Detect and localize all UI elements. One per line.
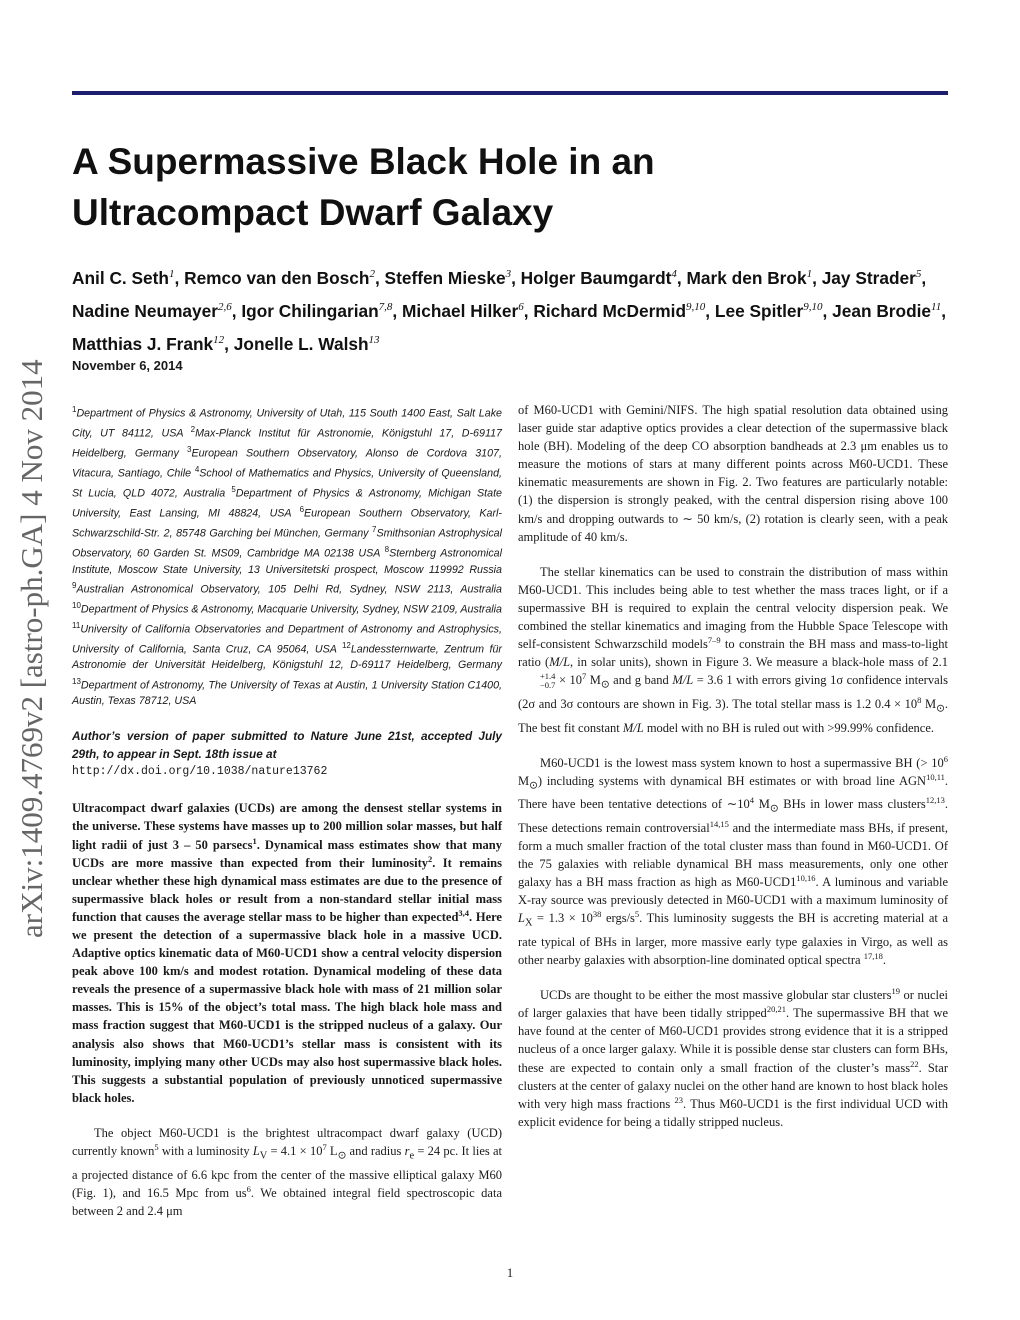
superscript: 38: [592, 909, 602, 920]
affiliation-number: 5: [231, 485, 236, 495]
superscript: 20,21: [766, 1004, 786, 1015]
author-name: Matthias J. Frank: [72, 333, 214, 354]
superscript: 22: [910, 1058, 919, 1069]
affiliation-number: 11: [72, 621, 81, 631]
author-name: Jonelle L. Walsh: [233, 333, 369, 354]
text-run: with a luminosity: [158, 1144, 253, 1158]
author-affiliation-ref: 5: [915, 268, 922, 280]
upper-error: +1.4: [540, 671, 556, 682]
text-run: The stellar kinematics can be used to constrain the distribution of mass within M60-UCD1. This includes being able to test whether the mass traces light, or if a supermassive BH is required to explain the central velocity dispersion peak. We combined the stellar kinematics and imaging from the Hubble Space Telescope with self-consistent Schwarzschild models: [518, 564, 948, 652]
affiliation-number: 3: [186, 445, 192, 455]
text-run: . The best fit constant: [518, 696, 948, 735]
text-run: = 24 pc. It lies at a projected distance of 6.6 kpc from the center of the massive elliptical galaxy M60 (Fig. 1), and 16.5 Mpc from us: [72, 1144, 502, 1200]
text-run: . The supermassive BH that we have found at the center of M60-UCD1 provides strong evidence that it is a stripped nucleus of a once larger galaxy. While it is possible dense star clusters can form BHs, these are expected to contain only a small fraction of the cluster’s mass: [518, 1006, 948, 1075]
affiliation-number: 4: [194, 465, 200, 475]
affiliation-text: School of Mathematics and Physics, University of Queensland, St Lucia, QLD 4072, Australia: [72, 467, 502, 500]
error-bounds: [518, 672, 555, 690]
superscript: 1: [252, 835, 257, 846]
subscript: X: [524, 917, 533, 929]
author-name: Igor Chilingarian: [241, 300, 379, 321]
superscript: 7: [322, 1141, 327, 1152]
superscript: 7: [582, 671, 587, 682]
author-name: Mark den Brok: [686, 267, 807, 288]
author-name: Jay Strader: [821, 267, 916, 288]
superscript: 2: [428, 853, 433, 864]
affiliation-number: 6: [299, 505, 305, 515]
text-run: .: [882, 953, 886, 968]
author-affiliation-ref: 2: [369, 268, 375, 280]
publication-date: November 6, 2014: [72, 358, 183, 373]
text-run: . A luminous and variable X-ray source was previously detected in M60-UCD1 with a maximum luminosity of: [518, 875, 948, 908]
body-paragraph-kinematics: [518, 401, 948, 546]
author-affiliation-ref: 7,8: [378, 300, 393, 313]
author-name: Michael Hilker: [402, 300, 519, 321]
text-run: = 4.1 × 10: [267, 1144, 323, 1158]
affiliation-text: Department of Physics & Astronomy, University of Utah, 115 South 1400 East, Salt Lake City, UT 84112, USA: [72, 407, 502, 440]
affiliation-number: 13: [72, 676, 81, 686]
text-run: L: [326, 1144, 338, 1158]
author-name: Steffen Mieske: [384, 267, 506, 288]
text-run: . These detections remain controversial: [518, 797, 948, 835]
text-run: of M60-UCD1 with Gemini/NIFS. The high spatial resolution data obtained using laser guide star adaptive optics provides a clear detection of the supermassive black hole (BH). Modeling of the deep CO absorption bandheads at 2.3 μm enables us to measure the motions of stars at many different points across M60-UCD1. These kinematic measurements are shown in Fig. 2. Two features are particularly notable: (1) the dispersion is strongly peaked, with the central dispersion rising above 100 km/s and dropping outwards to ∼ 50 km/s, (2) rotation is clearly seen, with a peak amplitude of 40 km/s.: [518, 403, 948, 544]
text-run: . Dynamical mass estimates show that many UCDs are more massive than expected from their luminosity: [72, 837, 502, 870]
text-run: = 3.6 1 with errors giving 1σ confidence intervals (2σ and 3σ contours are shown in Fig. 3). The total stellar mass is 1.2 0.4 × 10: [518, 673, 948, 711]
affiliation-text: Sternberg Astronomical Institute, Moscow State University, 13 Universitetski prospect, Moscow 119992 Russia: [72, 548, 503, 576]
affiliation-text: Landessternwarte, Zentrum für Astronomie der Universität Heidelberg, Königstuhl 12, D-69117 Heidelberg, Germany: [72, 643, 502, 672]
text-run: M: [518, 773, 530, 788]
superscript: 10,11: [926, 771, 945, 782]
left-column: [72, 402, 502, 1220]
text-run: M60-UCD1 is the lowest mass system known to host a supermassive BH (> 10: [540, 755, 944, 770]
affiliation-number: 2: [190, 425, 196, 435]
author-affiliation-ref: 6: [518, 300, 524, 313]
math-symbol: M/L: [549, 655, 571, 670]
body-paragraph-modeling: [518, 563, 948, 737]
affiliation-text: Department of Physics & Astronomy, Macquarie University, Sydney, NSW 2109, Australia: [80, 603, 502, 616]
right-column: [518, 401, 948, 1131]
superscript: 3,4: [458, 907, 470, 918]
text-run: and g band: [609, 673, 673, 688]
math-symbol: L: [518, 911, 525, 926]
body-paragraph-intro: [72, 1124, 502, 1220]
text-run: M: [586, 673, 601, 688]
affiliations: [72, 402, 502, 709]
author-affiliation-ref: 1: [168, 268, 175, 280]
text-run: . Here we present the detection of a supermassive black hole in a massive UCD. Adaptive optics kinematic data of M60-UCD1 show a central velocity dispersion peak above 100 km/s and modest rotation. Dynamical modeling of these data reveals the presence of a supermassive black hole with mass of 21 million solar masses. This is 15% of the object’s total mass. The high black hole mass and mass fraction suggest that M60-UCD1 is the stripped nucleus of a galaxy. Our analysis also shows that M60-UCD1’s stellar mass is consistent with its luminosity, implying many other UCDs may also host supermassive black holes. This suggests a substantial population of previously unnoticed supermassive black holes.: [72, 909, 502, 1105]
author-affiliation-ref: 9,10: [686, 300, 706, 313]
text-run: = 1.3 × 10: [532, 911, 593, 926]
affiliation-number: 7: [372, 525, 377, 535]
affiliation-number: 8: [384, 545, 390, 555]
text-run: ergs/s: [601, 911, 635, 926]
superscript: 5: [154, 1141, 159, 1152]
affiliation-number: 12: [341, 641, 351, 651]
text-run: to constrain the BH mass and mass-to-light ratio (: [518, 637, 948, 670]
author-affiliation-ref: 3: [505, 268, 512, 280]
text-run: model with no BH is ruled out with >99.99% confidence.: [643, 720, 935, 735]
text-run: M: [921, 696, 937, 711]
math-symbol: L: [252, 1144, 260, 1158]
superscript: 17,18: [863, 950, 883, 961]
author-affiliation-ref: 4: [671, 268, 677, 280]
text-run: . This luminosity suggests the BH is accreting material at a rate typical of BHs in larger, more massive early type galaxies in Virgo, as well as other nearby galaxies with absorption-line dominated optical spectra: [518, 911, 948, 968]
affiliation-text: University of California Observatories and Department of Astronomy and Astrophysics, University of California, Santa Cruz, CA 95064, USA: [72, 623, 502, 656]
body-paragraph-bh-comparison: [518, 754, 948, 970]
subscript: ⊙: [600, 679, 610, 691]
affiliation-text: Max-Planck Institut für Astronomie, Königstuhl 17, D-69117 Heidelberg, Germany: [72, 427, 502, 460]
author-affiliation-ref: 12: [213, 333, 225, 346]
superscript: 7–9: [707, 634, 721, 645]
text-run: and the intermediate mass BHs, if present, form a much smaller fraction of the total cluster mass than found in M60-UCD1. Of the 75 galaxies with reliable dynamical BH mass measurements, only one other galaxy has a BH mass fraction as high as M60-UCD1: [518, 820, 949, 890]
text-run: , in solar units), shown in Figure 3. We measure a black-hole mass of 2.1: [570, 655, 948, 670]
affiliation-text: Smithsonian Astrophysical Observatory, 60 Garden St. MS09, Cambridge MA 02138 USA: [72, 527, 502, 560]
author-name: Remco van den Bosch: [184, 267, 370, 288]
text-run: . We obtained integral field spectroscopic data between 2 and 2.4 μm: [72, 1185, 502, 1218]
text-run: The object M60-UCD1 is the brightest ultracompact dwarf galaxy (UCD) currently known: [72, 1125, 502, 1158]
author-affiliation-ref: 2,6: [218, 300, 232, 313]
subscript: e: [409, 1150, 415, 1162]
author-list: Anil C. Seth$^1$, Remco van den Bosch$^2$, Steffen Mieske$^3$, Holger Baumgardt$^4$, Mark den Brok$^1$, Jay Strader$^5$, Nadine Neumayer$^{2,6}$, Igor Chilingarian$^{7,8}$, Michael Hilker$^6$, Richard McDermid$^{9,10}$, Lee Spitler$^{9,10}$, Jean Brodie$^{11}$, Matthias J. Frank$^{12}$, Jonelle L. Walsh$^{13}$: [72, 267, 947, 354]
affiliation-text: European Southern Observatory, Alonso de Cordova 3107, Vitacura, Santiago, Chile: [72, 447, 502, 480]
superscript: 10,16: [796, 873, 816, 883]
text-run: and radius: [346, 1144, 405, 1158]
superscript: 8: [917, 694, 922, 705]
text-run: M: [753, 797, 770, 812]
math-symbol: r: [404, 1144, 410, 1158]
author-name: Richard McDermid: [533, 300, 687, 321]
affiliation-number: 1: [72, 405, 77, 414]
text-run: . Star clusters at the center of galaxy nuclei on the other hand are known to host black holes with very high mass fractions: [518, 1060, 948, 1111]
subscript: ⊙: [337, 1150, 347, 1162]
header-rule: [72, 91, 948, 95]
superscript: 5: [634, 909, 640, 920]
superscript: 4: [749, 795, 754, 806]
superscript: 23: [674, 1094, 683, 1105]
author-affiliation-ref: 9,10: [803, 300, 823, 313]
affiliation-text: European Southern Observatory, Karl-Schwarzschild-Str. 2, 85748 Garching bei München, Germany: [72, 507, 502, 540]
lower-error: −0.7: [540, 680, 556, 691]
author-note-text: Author’s version of paper submitted to Nature June 21st, accepted July 29th, to appear in Sept. 18th issue at: [72, 729, 502, 762]
author-affiliation-ref: 1: [806, 268, 813, 280]
text-run: . It remains unclear whether these high dynamical mass estimates are due to the presence of supermassive black holes or result from a non-standard stellar initial mass function that causes the average stellar mass to be higher than expected: [72, 855, 502, 924]
subscript: ⊙: [529, 780, 538, 792]
paper-title: A Supermassive Black Hole in an Ultracompact Dwarf Galaxy: [72, 141, 655, 233]
affiliation-text: Department of Physics & Astronomy, Michigan State University, East Lansing, MI 48824, USA: [72, 487, 502, 520]
affiliation-text: Australian Astronomical Observatory, 105 Delhi Rd, Sydney, NSW 2113, Australia: [76, 583, 502, 596]
text-run: or nuclei of larger galaxies that have been tidally stripped: [518, 988, 948, 1021]
text-run: . Thus M60-UCD1 is the first individual UCD with explicit evidence for being a tidally stripped nucleus.: [518, 1096, 949, 1129]
text-run: UCDs are thought to be either the most massive globular star clusters: [540, 988, 892, 1003]
abstract: [72, 799, 502, 1107]
superscript: 6: [246, 1183, 251, 1194]
superscript: 14,15: [709, 818, 729, 829]
author-name: Jean Brodie: [832, 300, 932, 321]
superscript: 12,13: [925, 795, 945, 806]
subscript: ⊙: [769, 803, 779, 815]
author-name: Nadine Neumayer: [72, 300, 218, 321]
math-symbol: M/L: [672, 673, 694, 688]
author-name: Holger Baumgardt: [520, 267, 672, 288]
text-run: . There have been tentative detections of ∼10: [518, 773, 948, 812]
affiliation-text: Department of Astronomy, The University of Texas at Austin, 1 University Station C1400, Austin, Texas 78712, USA: [72, 679, 502, 707]
author-note: [72, 727, 502, 781]
math-symbol: M/L: [622, 720, 644, 735]
text-run: Ultracompact dwarf galaxies (UCDs) are among the densest stellar systems in the universe. These systems have masses up to 200 million solar masses, but half light radii of just 3 – 50 parsecs: [72, 801, 502, 852]
affiliation-number: 9: [72, 581, 77, 590]
text-run: × 10: [555, 673, 583, 688]
body-paragraph-ucd-origin: [518, 986, 948, 1131]
doi-link[interactable]: http://dx.doi.org/10.1038/nature13762: [72, 765, 328, 779]
author-affiliation-ref: 13: [368, 333, 380, 346]
subscript: V: [259, 1150, 268, 1162]
text-run: ) including systems with dynamical BH estimates or with broad line AGN: [537, 773, 927, 788]
superscript: 6: [943, 753, 948, 764]
arxiv-stamp: arXiv:1409.4769v2 [astro-ph.GA] 4 Nov 2014: [14, 359, 49, 938]
author-affiliation-ref: 11: [931, 300, 942, 313]
superscript: 19: [891, 985, 900, 996]
subscript: ⊙: [936, 703, 945, 715]
affiliation-number: 10: [72, 601, 81, 611]
text-run: BHs in lower mass clusters: [778, 797, 926, 812]
page-number: 1: [506, 1266, 514, 1280]
author-name: Lee Spitler: [714, 300, 804, 321]
author-name: Anil C. Seth: [72, 267, 169, 288]
